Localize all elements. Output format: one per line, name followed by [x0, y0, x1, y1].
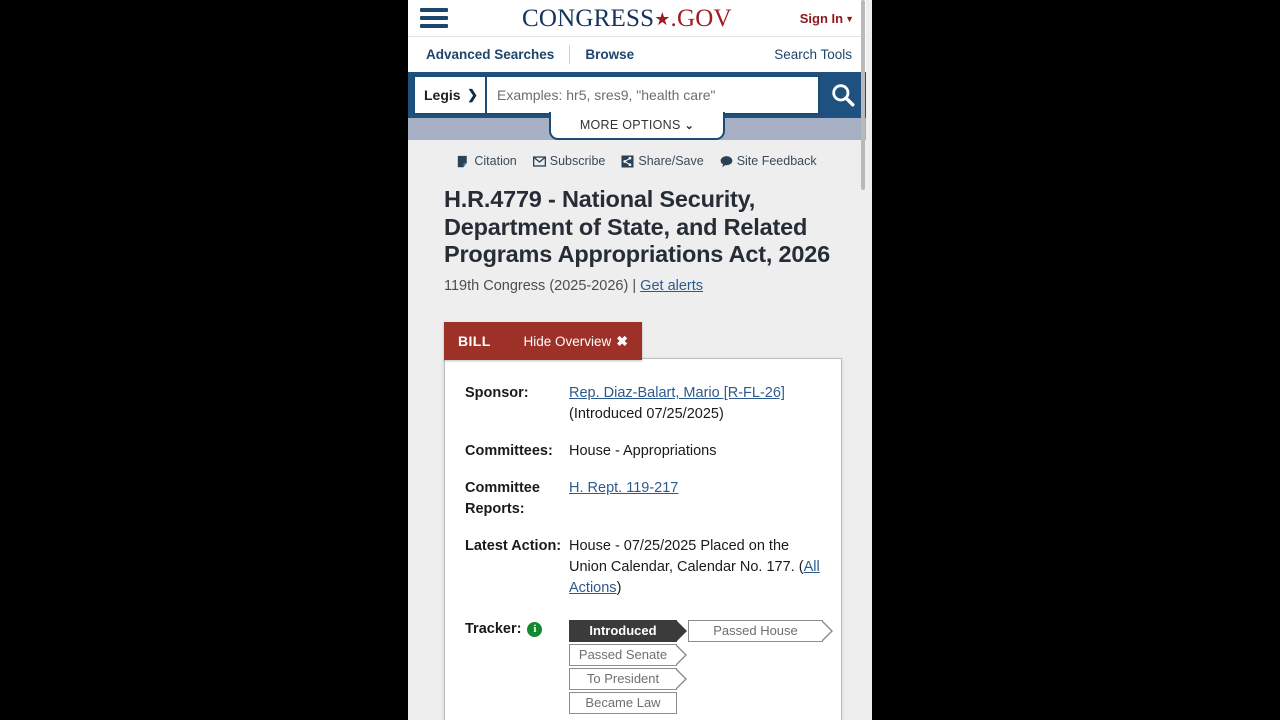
- latest-action-text: House - 07/25/2025 Placed on the Union Calendar, Calendar No. 177. (: [569, 538, 804, 576]
- hide-overview-label: Hide Overview: [523, 333, 612, 349]
- tracker-step-to-president: To President: [569, 668, 677, 690]
- letterbox-left: [0, 0, 408, 720]
- get-alerts-link[interactable]: Get alerts: [640, 278, 704, 295]
- chevron-down-icon: ▼: [845, 13, 854, 24]
- browser-viewport: [408, 0, 872, 720]
- magnifier-icon: [830, 82, 856, 108]
- hide-overview-button[interactable]: [523, 333, 628, 350]
- sponsor-introduced-date: (Introduced 07/25/2025): [569, 406, 724, 423]
- citation-label: Citation: [474, 154, 517, 168]
- overview-section: [408, 294, 866, 720]
- bill-tab-label: BILL: [458, 333, 491, 350]
- vertical-scrollbar[interactable]: [860, 0, 866, 720]
- nav-browse[interactable]: Browse: [585, 47, 635, 62]
- bill-overview-card: [444, 358, 842, 720]
- chevron-down-icon: ❯: [467, 87, 478, 102]
- search-input[interactable]: [487, 75, 820, 115]
- subscribe-label: Subscribe: [549, 154, 606, 168]
- scrollbar-thumb[interactable]: [861, 0, 865, 190]
- sign-in-button[interactable]: [794, 11, 854, 26]
- nav-divider: [569, 45, 570, 64]
- tracker-label-group: [465, 619, 569, 640]
- hamburger-icon[interactable]: [420, 6, 450, 30]
- all-actions-link[interactable]: All Actions: [569, 559, 820, 597]
- logo-primary-text: CONGRESS: [521, 4, 655, 32]
- latest-action-label: Latest Action:: [465, 538, 562, 555]
- overview-row-sponsor: [465, 383, 821, 425]
- overview-row-latest-action: [465, 536, 821, 599]
- options-strip: [408, 118, 866, 140]
- chevron-down-icon: ⌄: [684, 119, 695, 132]
- site-logo[interactable]: [456, 6, 794, 31]
- congress-session-label: 119th Congress (2025-2026): [444, 278, 629, 295]
- nav-advanced-searches[interactable]: Advanced Searches: [426, 47, 555, 62]
- tracker-line-4: [569, 692, 823, 714]
- page-content: [408, 0, 866, 720]
- info-icon[interactable]: i: [527, 622, 542, 637]
- sponsor-value: [569, 383, 821, 425]
- subtitle-separator: |: [632, 278, 637, 295]
- site-header: [408, 0, 866, 36]
- more-options-button[interactable]: [549, 112, 725, 140]
- utility-actions: [408, 140, 866, 178]
- overview-row-committees: [465, 441, 821, 462]
- tracker-line-3: [569, 668, 823, 690]
- share-save-label: Share/Save: [638, 154, 704, 168]
- bill-title-block: [408, 178, 866, 294]
- committees-value: House - Appropriations: [569, 443, 717, 460]
- search-scope-value: Legis: [424, 87, 461, 103]
- page-title: H.R.4779 - National Security, Department of State, and Related Programs Appropriations Act, 2026: [444, 186, 831, 268]
- citation-icon: [457, 155, 470, 168]
- speech-bubble-icon: [720, 155, 733, 168]
- logo-star-icon: ★: [654, 8, 671, 29]
- nav-search-tools[interactable]: Search Tools: [774, 47, 852, 62]
- overview-row-tracker: [465, 619, 821, 716]
- tracker-step-introduced: Introduced: [569, 620, 677, 642]
- tracker-step-became-law: Became Law: [569, 692, 677, 714]
- share-icon: [621, 155, 634, 168]
- bill-overview-tab: [444, 322, 642, 360]
- citation-button[interactable]: [457, 154, 516, 168]
- bill-subtitle: [444, 278, 848, 294]
- subscribe-button[interactable]: [533, 154, 606, 168]
- search-scope-select[interactable]: [413, 75, 487, 115]
- letterbox-right: [872, 0, 1280, 720]
- tracker-step-passed-senate: Passed Senate: [569, 644, 677, 666]
- logo-secondary-text: .GOV: [670, 4, 732, 32]
- overview-row-committee-reports: [465, 478, 821, 520]
- secondary-nav: [408, 36, 866, 72]
- sponsor-label: Sponsor:: [465, 385, 529, 402]
- share-save-button[interactable]: [621, 154, 703, 168]
- more-options-label: MORE OPTIONS: [579, 118, 681, 132]
- committee-reports-label: Committee Reports:: [465, 480, 540, 518]
- committees-label: Committees:: [465, 443, 553, 460]
- envelope-icon: [533, 155, 546, 168]
- site-feedback-label: Site Feedback: [736, 154, 817, 168]
- tracker-step-passed-house: Passed House: [688, 620, 823, 642]
- close-icon: ✖: [616, 332, 628, 349]
- committee-reports-value: [569, 478, 821, 499]
- sponsor-link[interactable]: Rep. Diaz-Balart, Mario [R-FL-26]: [569, 385, 785, 402]
- latest-action-value: [569, 536, 821, 599]
- latest-action-text-after: ): [616, 580, 622, 597]
- sign-in-label: Sign In: [799, 10, 844, 26]
- progress-tracker: [569, 619, 823, 716]
- tracker-line-1: [569, 620, 823, 642]
- tracker-line-2: [569, 644, 823, 666]
- tracker-label: Tracker:: [465, 621, 522, 638]
- committee-report-link[interactable]: H. Rept. 119-217: [569, 480, 679, 497]
- site-feedback-button[interactable]: [720, 154, 817, 168]
